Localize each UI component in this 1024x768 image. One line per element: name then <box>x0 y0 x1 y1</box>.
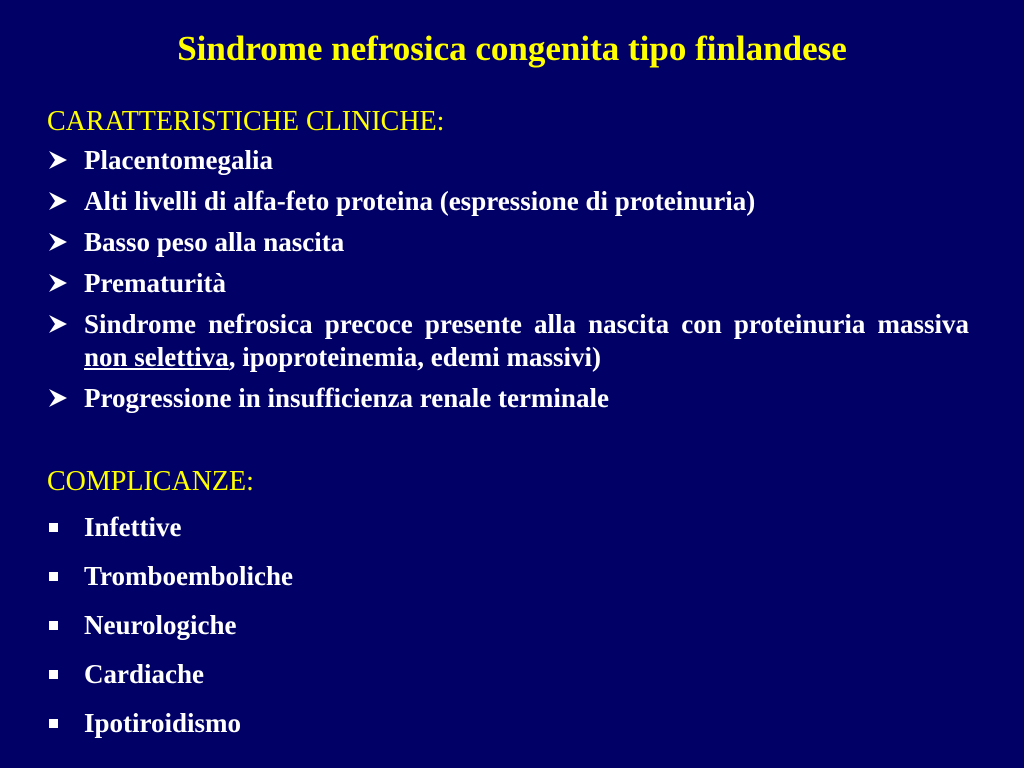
list-item-text: Tromboemboliche <box>84 561 293 591</box>
list-item <box>47 185 969 218</box>
list-item-text: Prematurità <box>84 268 226 298</box>
list-item-text-part: , ipoproteinemia, edemi massivi) <box>228 342 601 372</box>
clinical-features-list <box>47 144 969 423</box>
square-bullet-icon <box>49 670 58 679</box>
list-item-text: Infettive <box>84 512 182 542</box>
list-item-text: Progressione in insufficienza renale terminale <box>84 383 609 413</box>
list-item-text: Neurologiche <box>84 610 237 640</box>
complications-list <box>47 511 969 756</box>
list-item <box>47 308 969 374</box>
list-item-text-part: Sindrome nefrosica precoce presente alla nascita con proteinuria massiva <box>84 309 969 339</box>
list-item <box>47 658 969 691</box>
square-bullet-icon <box>49 621 58 630</box>
clinical-features-heading: CARATTERISTICHE CLINICHE: <box>47 106 445 137</box>
list-item-text: Cardiache <box>84 659 204 689</box>
list-item <box>47 707 969 740</box>
list-item <box>47 560 969 593</box>
arrow-bullet-icon <box>47 313 69 335</box>
list-item-text <box>84 309 969 372</box>
arrow-bullet-icon <box>47 272 69 294</box>
complications-heading: COMPLICANZE: <box>47 466 254 497</box>
list-item <box>47 382 969 415</box>
underlined-term: non selettiva <box>84 342 229 372</box>
slide-title: Sindrome nefrosica congenita tipo finlandese <box>177 29 847 68</box>
arrow-bullet-icon <box>47 149 69 171</box>
arrow-bullet-icon <box>47 387 69 409</box>
list-item <box>47 267 969 300</box>
list-item <box>47 511 969 544</box>
square-bullet-icon <box>49 523 58 532</box>
list-item <box>47 226 969 259</box>
list-item-text: Placentomegalia <box>84 145 273 175</box>
list-item <box>47 144 969 177</box>
arrow-bullet-icon <box>47 231 69 253</box>
list-item-text: Alti livelli di alfa-feto proteina (espressione di proteinuria) <box>84 186 756 216</box>
list-item-text: Basso peso alla nascita <box>84 227 345 257</box>
list-item <box>47 609 969 642</box>
square-bullet-icon <box>49 572 58 581</box>
arrow-bullet-icon <box>47 190 69 212</box>
square-bullet-icon <box>49 719 58 728</box>
list-item-text: Ipotiroidismo <box>84 708 242 738</box>
